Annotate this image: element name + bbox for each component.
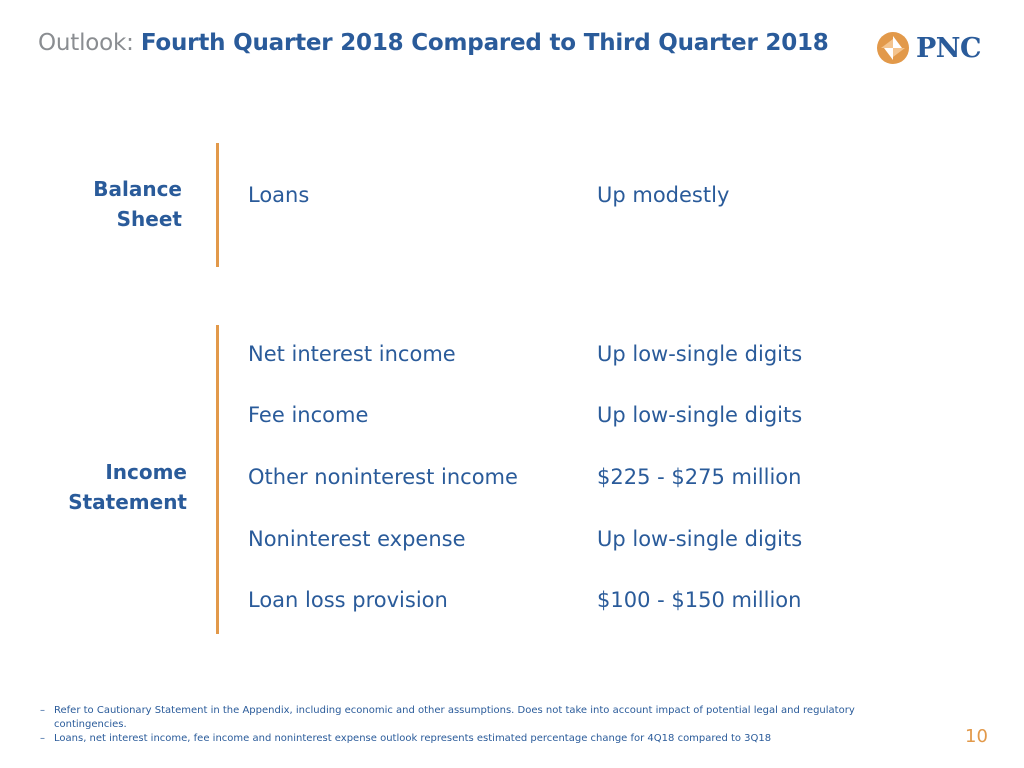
income-statement-label-line1: Income xyxy=(105,460,187,484)
row-value: Up low-single digits xyxy=(597,342,803,366)
row-label: Other noninterest income xyxy=(248,465,518,489)
row-value: Up modestly xyxy=(597,183,730,207)
row-label: Loans xyxy=(248,183,310,207)
row-net-interest-income xyxy=(248,342,948,374)
row-noninterest-expense xyxy=(248,527,948,559)
footnotes xyxy=(40,704,910,746)
row-loans xyxy=(248,183,948,215)
income-statement-divider xyxy=(216,325,219,634)
income-statement-label xyxy=(0,457,187,517)
balance-sheet-divider xyxy=(216,143,219,267)
pnc-logo-icon xyxy=(876,31,910,65)
page-title xyxy=(38,30,829,56)
footnote: – Refer to Cautionary Statement in the Appendix, including economic and other assumptions. Does not take into account impact of potential legal and regulatory contingencies. xyxy=(40,704,910,732)
page-number: 10 xyxy=(965,726,988,747)
row-label: Loan loss provision xyxy=(248,588,448,612)
balance-sheet-label-line1: Balance xyxy=(93,177,182,201)
row-other-noninterest-income xyxy=(248,465,948,497)
row-value: Up low-single digits xyxy=(597,527,803,551)
logo-wordmark: PNC xyxy=(916,32,981,64)
row-value: Up low-single digits xyxy=(597,403,803,427)
income-statement-label-line2: Statement xyxy=(68,490,187,514)
row-value: $100 - $150 million xyxy=(597,588,802,612)
pnc-logo xyxy=(876,28,981,68)
title-prefix: Outlook: xyxy=(38,30,134,56)
row-value: $225 - $275 million xyxy=(597,465,802,489)
row-label: Noninterest expense xyxy=(248,527,466,551)
row-label: Net interest income xyxy=(248,342,456,366)
balance-sheet-label xyxy=(0,174,182,234)
row-loan-loss-provision xyxy=(248,588,948,620)
row-fee-income xyxy=(248,403,948,435)
balance-sheet-label-line2: Sheet xyxy=(116,207,182,231)
footnote: – Loans, net interest income, fee income and noninterest expense outlook represents estimated percentage change for 4Q18 compared to 3Q18 xyxy=(40,732,910,746)
row-label: Fee income xyxy=(248,403,369,427)
title-main: Fourth Quarter 2018 Compared to Third Quarter 2018 xyxy=(140,30,829,56)
